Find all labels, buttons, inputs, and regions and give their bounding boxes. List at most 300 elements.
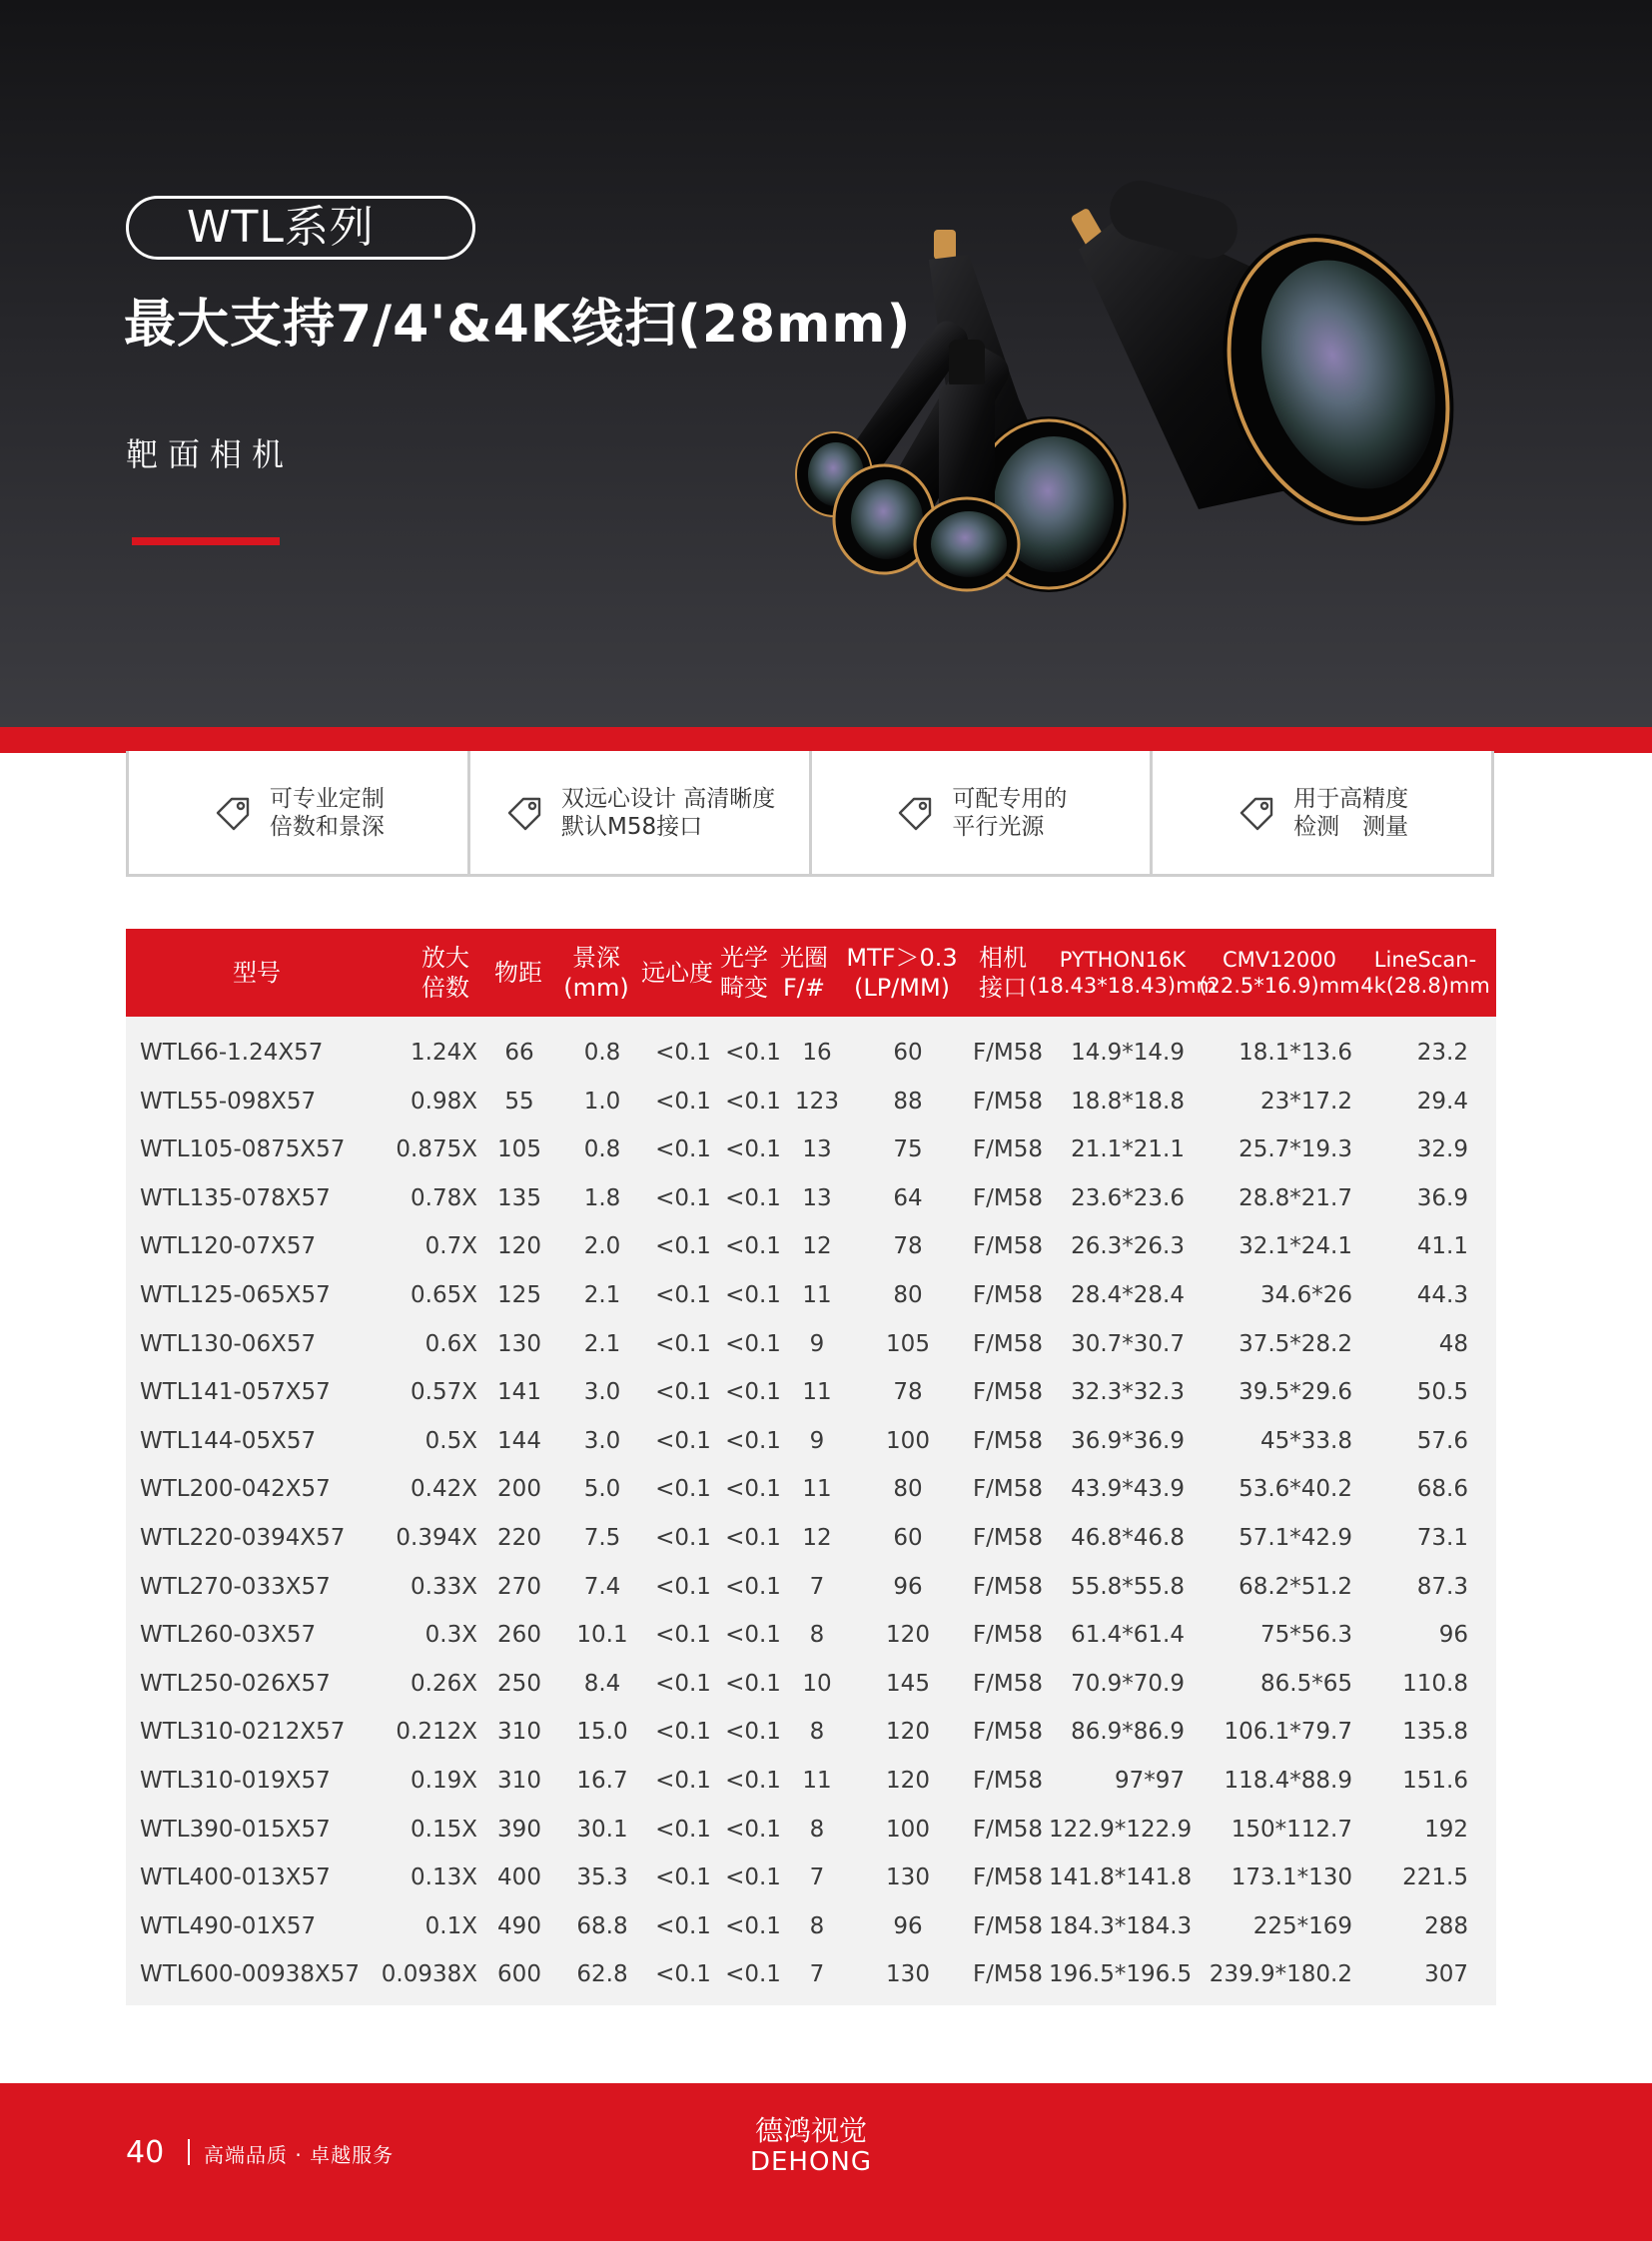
cell-python16k-fov: 55.8*55.8 (1071, 1573, 1185, 1600)
cell-camera-mount: F/M58 (972, 1379, 1044, 1406)
cell-python16k-fov: 14.9*14.9 (1071, 1040, 1185, 1066)
cell-working-distance: 200 (497, 1476, 541, 1503)
cell-telecentricity: <0.1 (655, 1961, 711, 1988)
cell-distortion: <0.1 (725, 1088, 781, 1115)
cell-working-distance: 310 (497, 1719, 541, 1746)
cell-magnification: 0.212X (396, 1719, 477, 1746)
cell-python16k-fov: 86.9*86.9 (1071, 1719, 1185, 1746)
cell-python16k-fov: 26.3*26.3 (1071, 1233, 1185, 1260)
cell-camera-mount: F/M58 (972, 1427, 1044, 1454)
cell-mtf: 88 (893, 1088, 923, 1115)
cell-magnification: 0.65X (411, 1281, 477, 1308)
cell-distortion: <0.1 (725, 1330, 781, 1357)
feature-bar (126, 751, 1494, 877)
tag-icon (894, 791, 938, 835)
feature-text: 可专业定制 倍数和景深 (269, 785, 385, 840)
cell-magnification: 0.26X (411, 1670, 477, 1697)
cell-depth-of-field: 0.8 (583, 1136, 621, 1163)
cell-mtf: 100 (886, 1816, 930, 1843)
header-camera-mount: 相机 接口 (979, 944, 1027, 1002)
header-python16k: PYTHON16K (18.43*18.43)mm (1028, 948, 1218, 998)
cell-model: WTL105-0875X57 (140, 1136, 346, 1163)
cell-distortion: <0.1 (725, 1622, 781, 1649)
feature-text: 用于高精度 检测 测量 (1293, 785, 1409, 840)
table-header (126, 929, 1496, 1017)
cell-model: WTL125-065X57 (140, 1281, 331, 1308)
cell-working-distance: 125 (497, 1281, 541, 1308)
page-number: 40 (126, 2135, 165, 2170)
cell-mtf: 80 (893, 1476, 923, 1503)
cell-telecentricity: <0.1 (655, 1670, 711, 1697)
cell-aperture: 8 (809, 1912, 825, 1939)
cell-python16k-fov: 184.3*184.3 (1049, 1912, 1193, 1939)
cell-telecentricity: <0.1 (655, 1719, 711, 1746)
lens-product-image (779, 170, 1518, 689)
cell-mtf: 78 (893, 1379, 923, 1406)
cell-camera-mount: F/M58 (972, 1136, 1044, 1163)
cell-depth-of-field: 2.1 (583, 1330, 621, 1357)
cell-aperture: 8 (809, 1719, 825, 1746)
cell-telecentricity: <0.1 (655, 1184, 711, 1211)
cell-depth-of-field: 1.0 (583, 1088, 621, 1115)
page-title: 最大支持7/4'&4K线扫(28mm) (124, 295, 912, 355)
cell-telecentricity: <0.1 (655, 1281, 711, 1308)
table-row (126, 1757, 1496, 1806)
table-row (126, 1029, 1496, 1078)
cell-linescan-fov: 96 (1438, 1622, 1468, 1649)
header-depth-of-field: 景深 (mm) (563, 944, 629, 1002)
cell-working-distance: 55 (504, 1088, 534, 1115)
cell-telecentricity: <0.1 (655, 1622, 711, 1649)
cell-model: WTL220-0394X57 (140, 1524, 346, 1551)
cell-working-distance: 105 (497, 1136, 541, 1163)
header-distortion: 光学 畸变 (720, 944, 768, 1002)
cell-linescan-fov: 288 (1424, 1912, 1468, 1939)
cell-distortion: <0.1 (725, 1719, 781, 1746)
cell-working-distance: 250 (497, 1670, 541, 1697)
table-row (126, 1368, 1496, 1417)
cell-model: WTL130-06X57 (140, 1330, 317, 1357)
cell-linescan-fov: 151.6 (1402, 1767, 1468, 1794)
cell-model: WTL200-042X57 (140, 1476, 331, 1503)
cell-model: WTL260-03X57 (140, 1622, 317, 1649)
hero-banner (0, 0, 1652, 727)
cell-telecentricity: <0.1 (655, 1330, 711, 1357)
cell-distortion: <0.1 (725, 1379, 781, 1406)
cell-python16k-fov: 43.9*43.9 (1071, 1476, 1185, 1503)
cell-python16k-fov: 97*97 (1114, 1767, 1185, 1794)
cell-model: WTL66-1.24X57 (140, 1040, 324, 1066)
cell-telecentricity: <0.1 (655, 1476, 711, 1503)
table-row (126, 1902, 1496, 1951)
cell-linescan-fov: 36.9 (1416, 1184, 1468, 1211)
cell-magnification: 0.1X (424, 1912, 477, 1939)
cell-mtf: 60 (893, 1040, 923, 1066)
cell-python16k-fov: 196.5*196.5 (1049, 1961, 1193, 1988)
cell-model: WTL270-033X57 (140, 1573, 331, 1600)
cell-distortion: <0.1 (725, 1573, 781, 1600)
cell-telecentricity: <0.1 (655, 1088, 711, 1115)
cell-magnification: 0.15X (411, 1816, 477, 1843)
cell-telecentricity: <0.1 (655, 1427, 711, 1454)
table-row (126, 1611, 1496, 1660)
cell-linescan-fov: 307 (1424, 1961, 1468, 1988)
cell-working-distance: 144 (497, 1427, 541, 1454)
cell-aperture: 13 (802, 1136, 832, 1163)
cell-python16k-fov: 28.4*28.4 (1071, 1281, 1185, 1308)
cell-working-distance: 270 (497, 1573, 541, 1600)
cell-cmv12000-fov: 86.5*65 (1260, 1670, 1352, 1697)
cell-mtf: 64 (893, 1184, 923, 1211)
cell-cmv12000-fov: 57.1*42.9 (1239, 1524, 1352, 1551)
cell-magnification: 0.78X (411, 1184, 477, 1211)
cell-mtf: 80 (893, 1281, 923, 1308)
cell-model: WTL600-00938X57 (140, 1961, 360, 1988)
table-body (126, 1029, 1496, 1999)
cell-depth-of-field: 68.8 (576, 1912, 628, 1939)
cell-model: WTL135-078X57 (140, 1184, 331, 1211)
cell-python16k-fov: 61.4*61.4 (1071, 1622, 1185, 1649)
cell-linescan-fov: 221.5 (1402, 1865, 1468, 1891)
cell-python16k-fov: 36.9*36.9 (1071, 1427, 1185, 1454)
cell-model: WTL144-05X57 (140, 1427, 317, 1454)
cell-magnification: 1.24X (411, 1040, 477, 1066)
brand-name-en: DEHONG (749, 2147, 873, 2177)
cell-linescan-fov: 32.9 (1416, 1136, 1468, 1163)
cell-mtf: 130 (886, 1961, 930, 1988)
feature-item (126, 751, 467, 877)
cell-distortion: <0.1 (725, 1670, 781, 1697)
cell-cmv12000-fov: 53.6*40.2 (1239, 1476, 1352, 1503)
cell-model: WTL55-098X57 (140, 1088, 317, 1115)
cell-aperture: 12 (802, 1233, 832, 1260)
table-row (126, 1660, 1496, 1709)
cell-camera-mount: F/M58 (972, 1816, 1044, 1843)
cell-linescan-fov: 68.6 (1416, 1476, 1468, 1503)
cell-working-distance: 600 (497, 1961, 541, 1988)
cell-working-distance: 260 (497, 1622, 541, 1649)
cell-cmv12000-fov: 106.1*79.7 (1224, 1719, 1352, 1746)
cell-python16k-fov: 70.9*70.9 (1071, 1670, 1185, 1697)
cell-model: WTL250-026X57 (140, 1670, 331, 1697)
cell-telecentricity: <0.1 (655, 1816, 711, 1843)
cell-model: WTL120-07X57 (140, 1233, 317, 1260)
cell-cmv12000-fov: 25.7*19.3 (1239, 1136, 1352, 1163)
cell-python16k-fov: 18.8*18.8 (1071, 1088, 1185, 1115)
cell-cmv12000-fov: 34.6*26 (1260, 1281, 1352, 1308)
cell-distortion: <0.1 (725, 1767, 781, 1794)
spec-table (126, 929, 1496, 2005)
tag-icon (503, 791, 547, 835)
cell-aperture: 10 (802, 1670, 832, 1697)
cell-magnification: 0.98X (411, 1088, 477, 1115)
cell-camera-mount: F/M58 (972, 1961, 1044, 1988)
table-row (126, 1514, 1496, 1563)
cell-cmv12000-fov: 23*17.2 (1260, 1088, 1352, 1115)
cell-python16k-fov: 141.8*141.8 (1049, 1865, 1193, 1891)
cell-model: WTL310-0212X57 (140, 1719, 346, 1746)
cell-distortion: <0.1 (725, 1961, 781, 1988)
cell-aperture: 11 (802, 1476, 832, 1503)
cell-model: WTL141-057X57 (140, 1379, 331, 1406)
cell-linescan-fov: 192 (1424, 1816, 1468, 1843)
cell-magnification: 0.42X (411, 1476, 477, 1503)
cell-mtf: 105 (886, 1330, 930, 1357)
cell-magnification: 0.13X (411, 1865, 477, 1891)
cell-model: WTL310-019X57 (140, 1767, 331, 1794)
cell-distortion: <0.1 (725, 1427, 781, 1454)
cell-cmv12000-fov: 45*33.8 (1260, 1427, 1352, 1454)
cell-linescan-fov: 48 (1438, 1330, 1468, 1357)
cell-magnification: 0.33X (411, 1573, 477, 1600)
table-row (126, 1854, 1496, 1902)
cell-working-distance: 390 (497, 1816, 541, 1843)
cell-mtf: 96 (893, 1912, 923, 1939)
cell-cmv12000-fov: 18.1*13.6 (1239, 1040, 1352, 1066)
cell-depth-of-field: 2.0 (583, 1233, 621, 1260)
feature-text: 可配专用的 平行光源 (952, 785, 1068, 840)
cell-cmv12000-fov: 68.2*51.2 (1239, 1573, 1352, 1600)
cell-telecentricity: <0.1 (655, 1912, 711, 1939)
cell-model: WTL390-015X57 (140, 1816, 331, 1843)
cell-camera-mount: F/M58 (972, 1912, 1044, 1939)
cell-depth-of-field: 1.8 (583, 1184, 621, 1211)
cell-magnification: 0.19X (411, 1767, 477, 1794)
series-badge: WTL系列 (126, 196, 475, 260)
cell-depth-of-field: 62.8 (576, 1961, 628, 1988)
cell-distortion: <0.1 (725, 1912, 781, 1939)
cell-depth-of-field: 3.0 (583, 1379, 621, 1406)
table-row (126, 1563, 1496, 1612)
table-row (126, 1271, 1496, 1320)
cell-aperture: 12 (802, 1524, 832, 1551)
cell-camera-mount: F/M58 (972, 1719, 1044, 1746)
cell-python16k-fov: 23.6*23.6 (1071, 1184, 1185, 1211)
cell-depth-of-field: 35.3 (576, 1865, 628, 1891)
cell-magnification: 0.3X (424, 1622, 477, 1649)
cell-linescan-fov: 87.3 (1416, 1573, 1468, 1600)
table-row (126, 1417, 1496, 1466)
cell-telecentricity: <0.1 (655, 1573, 711, 1600)
cell-cmv12000-fov: 173.1*130 (1231, 1865, 1352, 1891)
cell-depth-of-field: 7.5 (583, 1524, 621, 1551)
cell-model: WTL490-01X57 (140, 1912, 317, 1939)
cell-camera-mount: F/M58 (972, 1476, 1044, 1503)
cell-cmv12000-fov: 225*169 (1252, 1912, 1352, 1939)
header-working-distance: 物距 (494, 959, 542, 987)
cell-mtf: 75 (893, 1136, 923, 1163)
cell-camera-mount: F/M58 (972, 1573, 1044, 1600)
large-lens-shape (1070, 174, 1492, 557)
header-magnification: 放大 倍数 (421, 944, 469, 1002)
feature-item (1150, 751, 1494, 877)
cell-working-distance: 400 (497, 1865, 541, 1891)
cell-distortion: <0.1 (725, 1184, 781, 1211)
cell-linescan-fov: 110.8 (1402, 1670, 1468, 1697)
tag-icon (212, 791, 256, 835)
cell-telecentricity: <0.1 (655, 1524, 711, 1551)
header-model: 型号 (233, 959, 281, 987)
cell-aperture: 8 (809, 1816, 825, 1843)
cell-distortion: <0.1 (725, 1865, 781, 1891)
cell-distortion: <0.1 (725, 1281, 781, 1308)
cell-magnification: 0.6X (424, 1330, 477, 1357)
cell-aperture: 7 (809, 1961, 825, 1988)
cell-linescan-fov: 50.5 (1416, 1379, 1468, 1406)
cell-magnification: 0.394X (396, 1524, 477, 1551)
header-mtf: MTF＞0.3 (LP/MM) (846, 944, 958, 1002)
table-row (126, 1950, 1496, 1999)
cell-mtf: 96 (893, 1573, 923, 1600)
header-telecentricity: 远心度 (641, 959, 713, 987)
cell-aperture: 7 (809, 1573, 825, 1600)
cell-distortion: <0.1 (725, 1816, 781, 1843)
cell-camera-mount: F/M58 (972, 1865, 1044, 1891)
cell-cmv12000-fov: 75*56.3 (1260, 1622, 1352, 1649)
cell-working-distance: 66 (504, 1040, 534, 1066)
page-footer (0, 2083, 1652, 2241)
table-row (126, 1708, 1496, 1757)
cell-aperture: 16 (802, 1040, 832, 1066)
cell-depth-of-field: 30.1 (576, 1816, 628, 1843)
cell-aperture: 11 (802, 1767, 832, 1794)
page-subtitle: 靶面相机 (126, 435, 295, 473)
cell-telecentricity: <0.1 (655, 1040, 711, 1066)
cell-cmv12000-fov: 32.1*24.1 (1239, 1233, 1352, 1260)
cell-cmv12000-fov: 37.5*28.2 (1239, 1330, 1352, 1357)
cell-python16k-fov: 122.9*122.9 (1049, 1816, 1193, 1843)
cell-depth-of-field: 16.7 (576, 1767, 628, 1794)
cell-distortion: <0.1 (725, 1476, 781, 1503)
cell-aperture: 123 (795, 1088, 839, 1115)
cell-telecentricity: <0.1 (655, 1767, 711, 1794)
cell-camera-mount: F/M58 (972, 1670, 1044, 1697)
cell-camera-mount: F/M58 (972, 1233, 1044, 1260)
cell-depth-of-field: 7.4 (583, 1573, 621, 1600)
feature-item (467, 751, 809, 877)
cell-magnification: 0.5X (424, 1427, 477, 1454)
cell-cmv12000-fov: 39.5*29.6 (1239, 1379, 1352, 1406)
cell-aperture: 9 (809, 1427, 825, 1454)
cell-python16k-fov: 32.3*32.3 (1071, 1379, 1185, 1406)
cell-magnification: 0.875X (396, 1136, 477, 1163)
cell-depth-of-field: 0.8 (583, 1040, 621, 1066)
table-row (126, 1806, 1496, 1855)
cell-depth-of-field: 10.1 (576, 1622, 628, 1649)
cell-cmv12000-fov: 28.8*21.7 (1239, 1184, 1352, 1211)
tag-icon (1236, 791, 1279, 835)
cell-telecentricity: <0.1 (655, 1379, 711, 1406)
cell-depth-of-field: 15.0 (576, 1719, 628, 1746)
cell-mtf: 120 (886, 1622, 930, 1649)
cell-linescan-fov: 41.1 (1416, 1233, 1468, 1260)
table-row (126, 1320, 1496, 1369)
cell-linescan-fov: 57.6 (1416, 1427, 1468, 1454)
cell-depth-of-field: 3.0 (583, 1427, 621, 1454)
cell-linescan-fov: 23.2 (1416, 1040, 1468, 1066)
cell-cmv12000-fov: 239.9*180.2 (1209, 1961, 1352, 1988)
table-row (126, 1078, 1496, 1126)
cell-working-distance: 120 (497, 1233, 541, 1260)
cell-camera-mount: F/M58 (972, 1524, 1044, 1551)
cell-camera-mount: F/M58 (972, 1330, 1044, 1357)
cell-model: WTL400-013X57 (140, 1865, 331, 1891)
cell-depth-of-field: 2.1 (583, 1281, 621, 1308)
cell-camera-mount: F/M58 (972, 1281, 1044, 1308)
cell-working-distance: 490 (497, 1912, 541, 1939)
cell-aperture: 11 (802, 1379, 832, 1406)
cell-distortion: <0.1 (725, 1040, 781, 1066)
cell-python16k-fov: 46.8*46.8 (1071, 1524, 1185, 1551)
cell-distortion: <0.1 (725, 1233, 781, 1260)
table-row (126, 1222, 1496, 1271)
cell-depth-of-field: 5.0 (583, 1476, 621, 1503)
table-row (126, 1174, 1496, 1223)
cell-cmv12000-fov: 150*112.7 (1231, 1816, 1352, 1843)
cell-mtf: 130 (886, 1865, 930, 1891)
cell-mtf: 100 (886, 1427, 930, 1454)
cell-magnification: 0.57X (411, 1379, 477, 1406)
cell-telecentricity: <0.1 (655, 1865, 711, 1891)
cell-aperture: 13 (802, 1184, 832, 1211)
cell-mtf: 60 (893, 1524, 923, 1551)
cell-working-distance: 130 (497, 1330, 541, 1357)
cell-working-distance: 141 (497, 1379, 541, 1406)
cell-linescan-fov: 135.8 (1402, 1719, 1468, 1746)
cell-camera-mount: F/M58 (972, 1622, 1044, 1649)
hero-red-band (0, 727, 1652, 753)
cell-working-distance: 220 (497, 1524, 541, 1551)
cell-linescan-fov: 73.1 (1416, 1524, 1468, 1551)
accent-divider (132, 537, 280, 545)
brand-name-cn: 德鸿视觉 (754, 2114, 867, 2147)
table-row (126, 1465, 1496, 1514)
cell-telecentricity: <0.1 (655, 1233, 711, 1260)
cell-linescan-fov: 29.4 (1416, 1088, 1468, 1115)
header-linescan: LineScan- 4k(28.8)mm (1360, 948, 1490, 998)
cell-working-distance: 310 (497, 1767, 541, 1794)
cell-aperture: 11 (802, 1281, 832, 1308)
feature-text: 双远心设计 高清晰度 默认M58接口 (560, 785, 776, 840)
header-aperture: 光圈 F/# (780, 944, 828, 1002)
cell-camera-mount: F/M58 (972, 1767, 1044, 1794)
cell-telecentricity: <0.1 (655, 1136, 711, 1163)
table-row (126, 1125, 1496, 1174)
cell-aperture: 9 (809, 1330, 825, 1357)
cell-camera-mount: F/M58 (972, 1040, 1044, 1066)
cell-mtf: 120 (886, 1719, 930, 1746)
cell-distortion: <0.1 (725, 1524, 781, 1551)
cell-aperture: 7 (809, 1865, 825, 1891)
cell-working-distance: 135 (497, 1184, 541, 1211)
cell-distortion: <0.1 (725, 1136, 781, 1163)
header-cmv12000: CMV12000 (22.5*16.9)mm (1199, 948, 1360, 998)
cell-python16k-fov: 30.7*30.7 (1071, 1330, 1185, 1357)
cell-linescan-fov: 44.3 (1416, 1281, 1468, 1308)
cell-mtf: 78 (893, 1233, 923, 1260)
cell-mtf: 145 (886, 1670, 930, 1697)
cell-aperture: 8 (809, 1622, 825, 1649)
cell-magnification: 0.0938X (381, 1961, 477, 1988)
cell-camera-mount: F/M58 (972, 1184, 1044, 1211)
feature-item (809, 751, 1151, 877)
cell-camera-mount: F/M58 (972, 1088, 1044, 1115)
cell-depth-of-field: 8.4 (583, 1670, 621, 1697)
cell-magnification: 0.7X (424, 1233, 477, 1260)
cell-mtf: 120 (886, 1767, 930, 1794)
cell-python16k-fov: 21.1*21.1 (1071, 1136, 1185, 1163)
cell-cmv12000-fov: 118.4*88.9 (1224, 1767, 1352, 1794)
